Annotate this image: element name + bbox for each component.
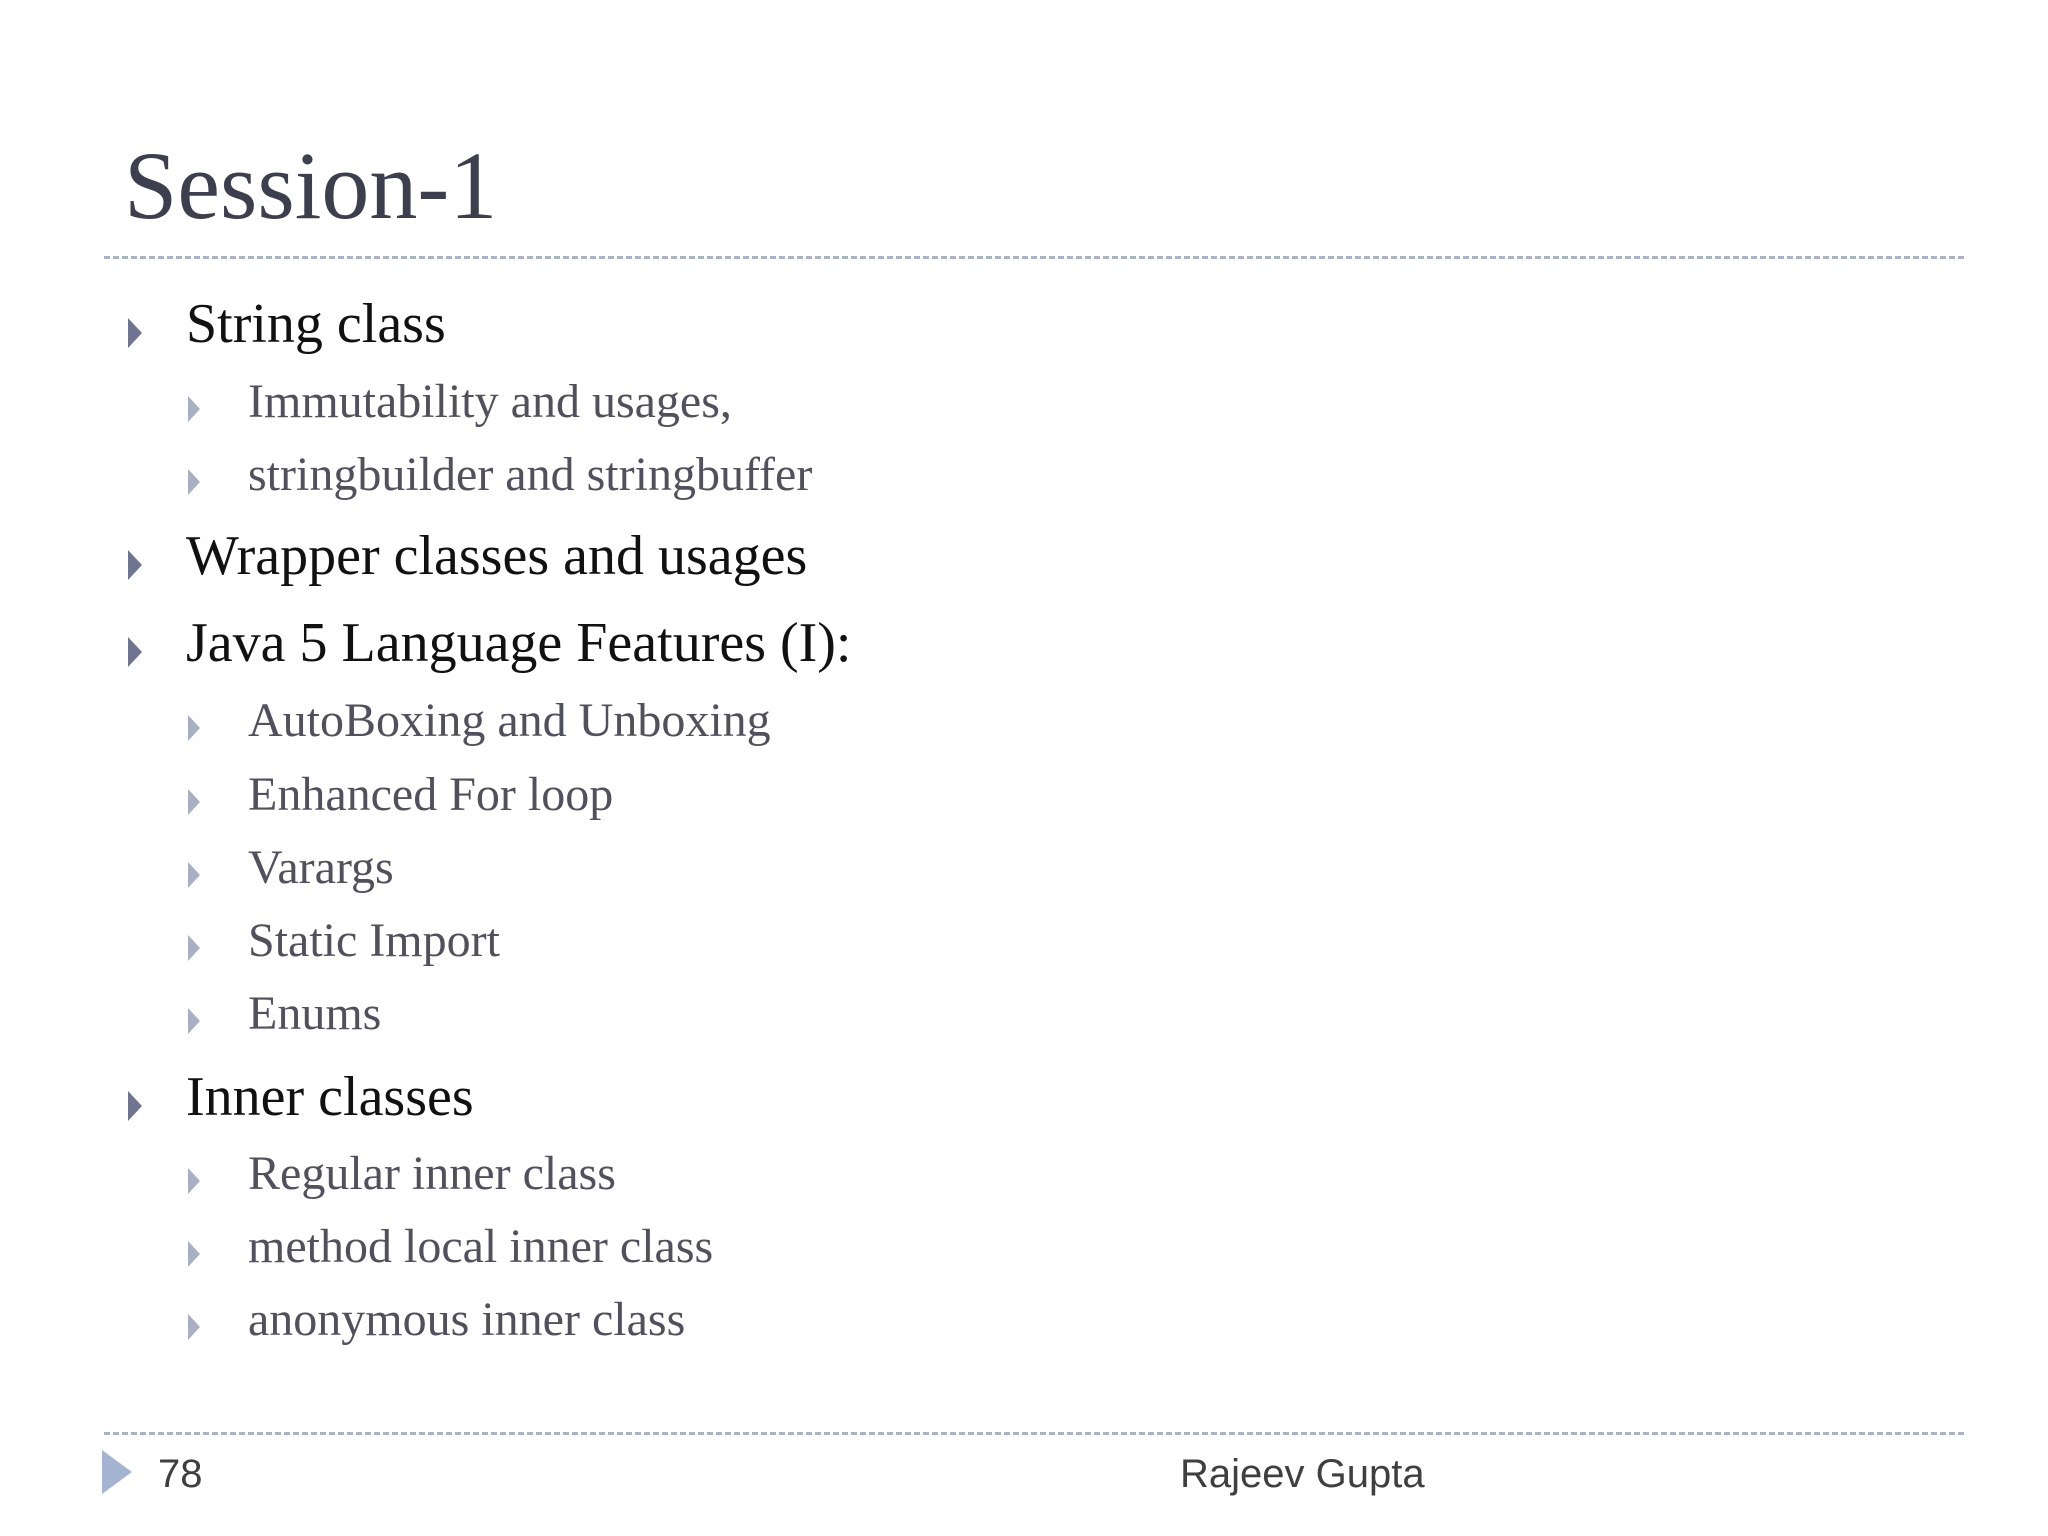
sub-bullet-text: Enhanced For loop [248,768,614,821]
triangle-right-icon [188,1314,200,1340]
sub-bullet-text: AutoBoxing and Unboxing [248,694,771,747]
bullet-text: Inner classes [186,1066,474,1128]
bullet-item [186,525,808,587]
triangle-right-icon [188,1168,200,1194]
bullet-text: Wrapper classes and usages [186,525,808,587]
sub-bullet-item [248,694,771,747]
bullet-text: String class [186,293,446,355]
sub-bullet-item [248,914,500,967]
bullet-text: Java 5 Language Features (I): [186,612,852,674]
author-name: Rajeev Gupta [1180,1452,1425,1496]
triangle-right-icon [128,1091,142,1121]
sub-bullet-text: stringbuilder and stringbuffer [248,448,813,501]
footer-divider [104,1432,1964,1435]
triangle-right-icon [188,396,200,422]
bullet-item [186,612,852,674]
triangle-right-icon [102,1450,132,1494]
triangle-right-icon [188,715,200,741]
sub-bullet-text: Immutability and usages, [248,375,732,428]
sub-bullet-item [248,987,382,1040]
triangle-right-icon [188,1241,200,1267]
sub-bullet-item [248,1220,714,1273]
bullet-item [186,293,446,355]
triangle-right-icon [188,789,200,815]
sub-bullet-text: Enums [248,987,382,1040]
sub-bullet-text: Varargs [248,841,394,894]
triangle-right-icon [188,469,200,495]
sub-bullet-item [248,1147,616,1200]
page-number: 78 [158,1452,203,1496]
triangle-right-icon [128,550,142,580]
sub-bullet-item [248,448,813,501]
sub-bullet-text: Regular inner class [248,1147,616,1200]
triangle-right-icon [188,1008,200,1034]
sub-bullet-text: anonymous inner class [248,1293,686,1346]
sub-bullet-item [248,841,394,894]
triangle-right-icon [128,318,142,348]
sub-bullet-item [248,375,732,428]
sub-bullet-item [248,1293,686,1346]
slide-title: Session-1 [124,132,498,239]
triangle-right-icon [128,637,142,667]
triangle-right-icon [188,862,200,888]
sub-bullet-text: Static Import [248,914,500,967]
triangle-right-icon [188,935,200,961]
sub-bullet-text: method local inner class [248,1220,714,1273]
sub-bullet-item [248,768,614,821]
bullet-item [186,1066,474,1128]
